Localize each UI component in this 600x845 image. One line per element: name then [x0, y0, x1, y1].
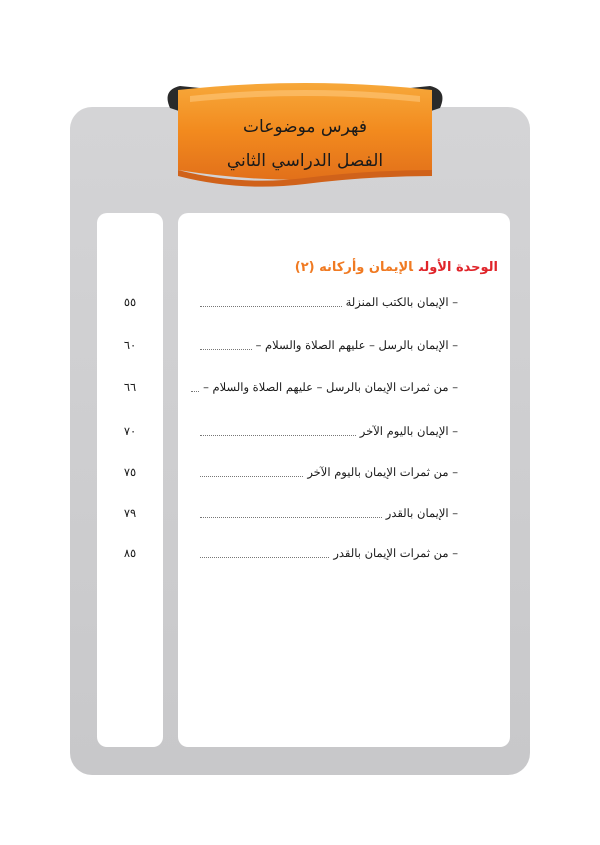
- toc-entry-title: – الإيمان بالرسل – عليهم الصلاة والسلام –: [255, 338, 458, 352]
- toc-entry[interactable]: [200, 377, 458, 397]
- toc-entry[interactable]: [200, 292, 458, 312]
- toc-entry-title: – الإيمان بالكتب المنزلة: [345, 295, 458, 309]
- unit-heading: [295, 258, 498, 278]
- unit-label: الوحدة الأولى: [419, 260, 498, 275]
- toc-entry[interactable]: [200, 335, 458, 355]
- toc-page-number: ٨٥: [123, 546, 137, 560]
- toc-entry-title: – الإيمان باليوم الآخر: [359, 424, 458, 438]
- leader-dots: [191, 391, 199, 392]
- leader-dots: [200, 557, 329, 558]
- toc-entry[interactable]: [200, 503, 458, 523]
- leader-dots: [200, 476, 303, 477]
- leader-dots: [200, 349, 252, 350]
- toc-page-number: ٧٥: [123, 465, 137, 479]
- toc-entry-title: – الإيمان بالقدر: [385, 506, 458, 520]
- toc-entry-title: – من ثمرات الإيمان بالقدر: [333, 546, 458, 560]
- toc-entry-title: – من ثمرات الإيمان باليوم الآخر: [307, 465, 458, 479]
- toc-entry-title: – من ثمرات الإيمان بالرسل – عليهم الصلاة والسلام –: [203, 380, 458, 394]
- toc-page-number: ٦٠: [123, 338, 137, 352]
- unit-name: الإيمان وأركانه (٢): [294, 260, 414, 275]
- toc-entry[interactable]: [200, 543, 458, 563]
- leader-dots: [200, 517, 382, 518]
- toc-page-number: ٥٥: [123, 295, 137, 309]
- toc-page-number: ٦٦: [123, 380, 137, 394]
- toc-entry[interactable]: [200, 421, 458, 441]
- header-banner: [160, 78, 450, 198]
- semester-title: الفصل الدراسي الثاني: [226, 151, 384, 171]
- toc-page-number: ٧٩: [123, 506, 137, 520]
- toc-entry[interactable]: [200, 462, 458, 482]
- toc-page-number: ٧٠: [123, 424, 137, 438]
- leader-dots: [200, 306, 342, 307]
- toc-title: فهرس موضوعات: [243, 117, 367, 137]
- banner-ribbon-graphic: [160, 78, 450, 198]
- leader-dots: [200, 435, 356, 436]
